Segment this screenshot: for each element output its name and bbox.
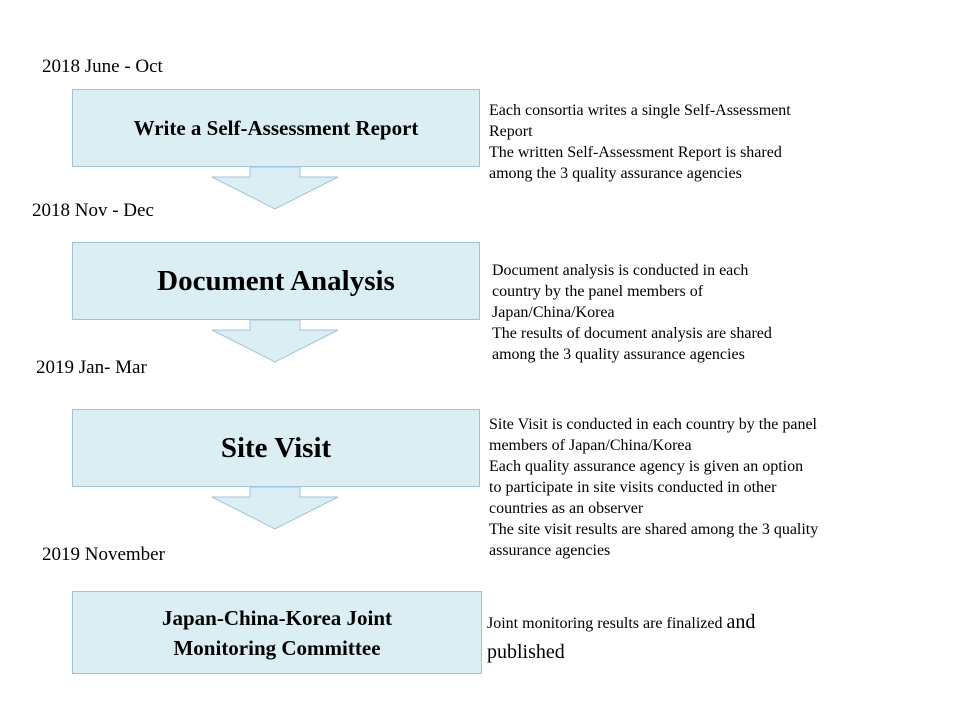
description-line: members of Japan/China/Korea	[489, 437, 692, 454]
down-arrow-3	[210, 487, 340, 531]
step-3-description	[489, 414, 818, 561]
step-3-box	[72, 409, 480, 487]
description-line: Each consortia writes a single Self-Assessment	[489, 102, 791, 119]
description-line: Joint monitoring results are finalized	[487, 615, 727, 632]
step-1-date: 2018 June - Oct	[42, 56, 163, 77]
step-2-box	[72, 242, 480, 320]
description-line: The site visit results are shared among the 3 quality	[489, 521, 819, 538]
description-line-large: and	[726, 611, 756, 633]
description-line: countries as an observer	[489, 500, 644, 517]
description-line: The results of document analysis are shared	[492, 325, 772, 342]
step-1-title: Write a Self-Assessment Report	[133, 115, 419, 140]
step-4-box	[72, 591, 482, 674]
step-2-description	[492, 260, 772, 365]
step-1-description	[489, 100, 791, 184]
step-3-date: 2019 Jan- Mar	[36, 357, 147, 378]
step-2-date: 2018 Nov - Dec	[32, 200, 154, 221]
down-arrow-1	[210, 167, 340, 211]
description-line: Japan/China/Korea	[492, 304, 615, 321]
description-line-large: published	[487, 641, 565, 663]
description-line: assurance agencies	[489, 542, 611, 559]
step-4-description	[487, 608, 755, 666]
description-line: Report	[489, 123, 533, 140]
description-line: Site Visit is conducted in each country by the panel	[489, 416, 817, 433]
step-4-title-line-2: Monitoring Committee	[173, 635, 381, 660]
description-line: country by the panel members of	[492, 283, 704, 300]
description-line: among the 3 quality assurance agencies	[492, 346, 745, 363]
step-4-date: 2019 November	[42, 544, 165, 565]
down-arrow-2	[210, 320, 340, 364]
step-2-title: Document Analysis	[157, 264, 395, 297]
step-1-box	[72, 89, 480, 167]
description-line: to participate in site visits conducted in other	[489, 479, 777, 496]
description-line: Document analysis is conducted in each	[492, 262, 749, 279]
step-4-title-line-1: Japan-China-Korea Joint	[161, 605, 393, 630]
description-line: The written Self-Assessment Report is shared	[489, 144, 782, 161]
description-line: Each quality assurance agency is given an option	[489, 458, 804, 475]
description-line: among the 3 quality assurance agencies	[489, 165, 742, 182]
step-3-title: Site Visit	[220, 431, 332, 464]
